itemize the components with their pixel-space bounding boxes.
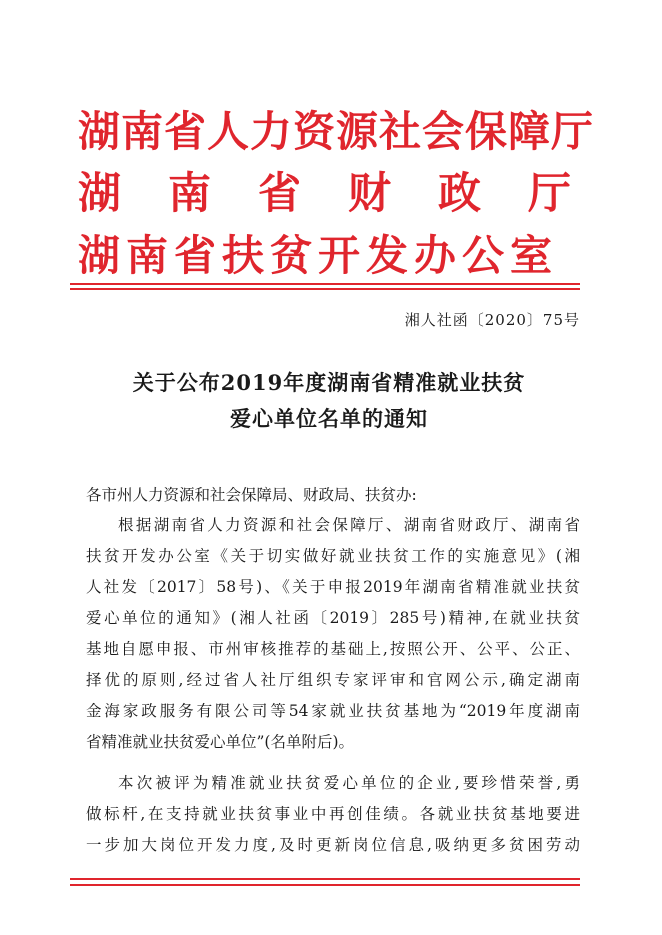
issuer-line-poverty-office: 湖南省扶贫开发办公室	[78, 231, 559, 280]
document-number: 湘人社函〔2020〕75号	[404, 311, 580, 329]
paragraph-1-line: 金海家政服务有限公司等54家就业扶贫基地为“2019年度湖南	[86, 702, 580, 720]
paragraph-2-line: 本次被评为精准就业扶贫爱心单位的企业,要珍惜荣誉,勇	[118, 774, 580, 792]
salutation: 各市州人力资源和社会保障局、财政局、扶贫办:	[86, 486, 417, 504]
paragraph-2-line: 做标杆,在支持就业扶贫事业中再创佳绩。各就业扶贫基地要进	[86, 805, 580, 823]
issuer-line-hr-social-security: 湖南省人力资源社会保障厅	[78, 107, 595, 156]
paragraph-1-line: 省精准就业扶贫爱心单位”(名单附后)。	[86, 733, 355, 751]
paragraph-1-line: 择优的原则,经过省人社厅组织专家评审和官网公示,确定湖南	[86, 671, 580, 689]
paragraph-1-line: 基地自愿申报、市州审核推荐的基础上,按照公开、公平、公正、	[86, 640, 580, 658]
paragraph-1-line: 人社发〔2017〕58号)、《关于申报2019年湖南省精准就业扶贫	[86, 578, 580, 596]
footer-red-rule	[70, 878, 580, 880]
paragraph-1-line: 爱心单位的通知》(湘人社函〔2019〕285号)精神,在就业扶贫	[86, 609, 580, 627]
header-red-rule-thin	[70, 288, 580, 290]
paragraph-2-line: 一步加大岗位开发力度,及时更新岗位信息,吸纳更多贫困劳动	[86, 836, 580, 854]
footer-red-rule-thin	[70, 884, 580, 886]
notice-title-line-2: 爱心单位名单的通知	[230, 406, 428, 431]
header-red-rule	[70, 283, 580, 285]
paragraph-1-line: 根据湖南省人力资源和社会保障厅、湖南省财政厅、湖南省	[118, 516, 580, 534]
issuer-line-finance: 湖南省财政厅	[78, 169, 618, 219]
notice-title-line-1: 关于公布2019年度湖南省精准就业扶贫	[132, 370, 526, 395]
paragraph-1-line: 扶贫开发办公室《关于切实做好就业扶贫工作的实施意见》(湘	[86, 547, 580, 565]
